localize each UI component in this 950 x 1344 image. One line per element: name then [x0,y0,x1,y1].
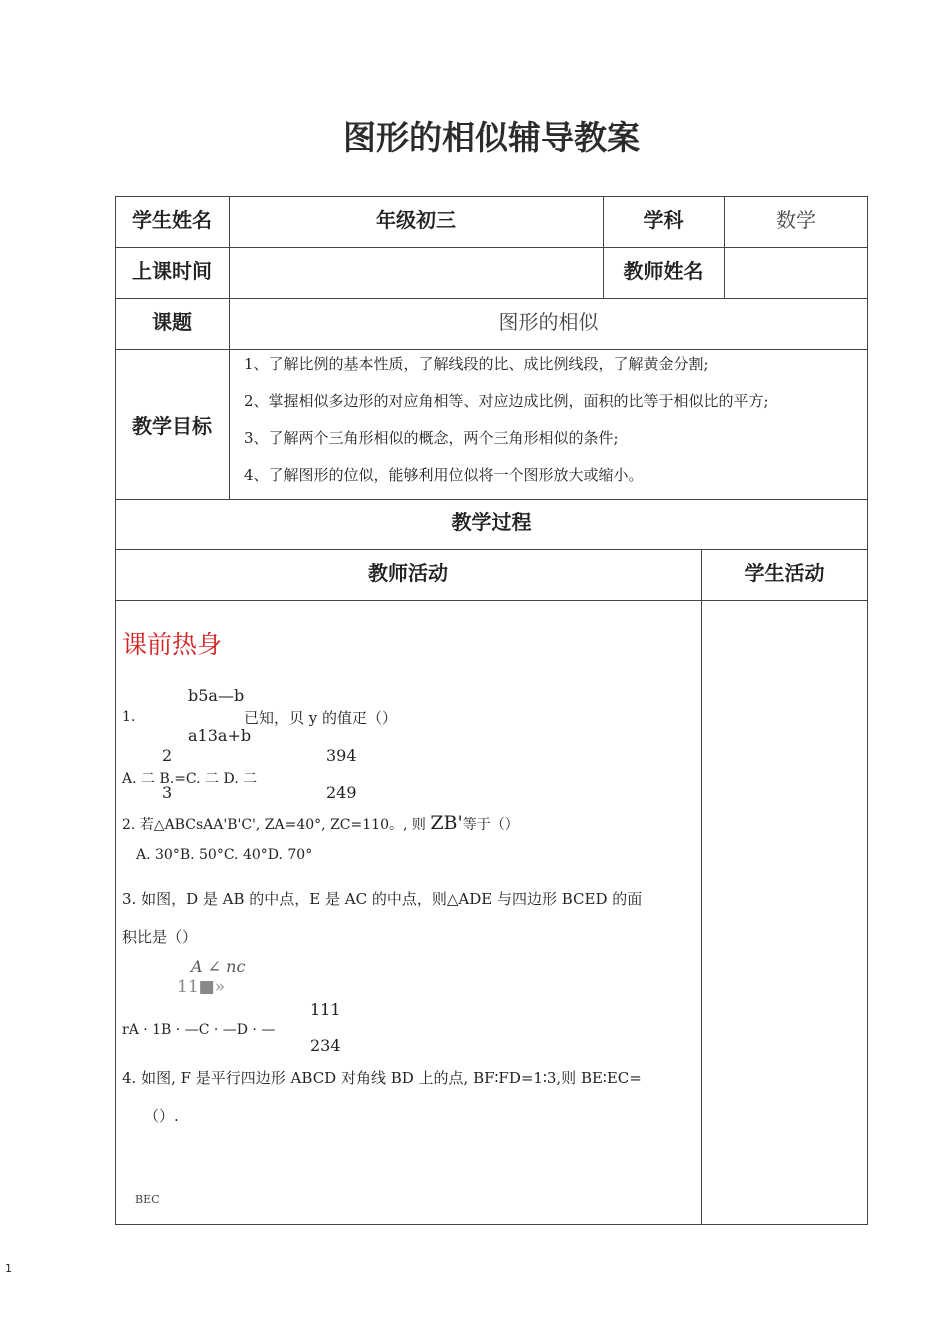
q3-line2: 积比是（） [122,928,198,946]
q3-option-denominators: 234 [310,1036,341,1055]
class-time-label: 上课时间 [132,258,212,283]
q3-figure-label: 11■» [177,977,226,997]
q2-stem-emphasis: ZB' [430,812,463,834]
subject-label: 学科 [643,207,684,232]
q2-options: A. 30°B. 50°C. 40°D. 70° [136,847,313,863]
q4-line2: （）. [144,1107,179,1125]
row-divider [115,600,868,601]
q1-option-numerators-a: 2 [162,746,173,765]
q4-figure-label: BEC [135,1193,160,1206]
warmup-heading: 课前热身 [122,630,223,659]
page-number: 1 [5,1262,12,1275]
student-name-label: 学生姓名 [132,207,212,232]
q3-option-numerators: 111 [310,1000,341,1019]
teacher-name-label: 教师姓名 [623,258,704,283]
document-title: 图形的相似辅导教案 [343,118,640,157]
q1-options: A. 二 B.=C. 二 D. 二 [122,771,258,787]
teacher-activity-heading: 教师活动 [368,560,448,585]
goal-item: 2、掌握相似多边形的对应角相等、对应边成比例，面积的比等于相似比的平方; [244,392,769,410]
q3-figure-label: A ∠ nc [191,957,246,976]
q4-line1: 4. 如图, F 是平行四边形 ABCD 对角线 BD 上的点, BF∶FD=1∶3,则 BE∶EC= [122,1069,642,1087]
q1-fraction-bottom: a13a+b [188,726,252,745]
grade-text: 年级初三 [376,207,456,232]
subject-value: 数学 [776,207,816,232]
student-activity-heading: 学生活动 [744,560,825,585]
q1-option-denominators-a: 3 [162,783,173,802]
q3-line1: 3. 如图，D 是 AB 的中点，E 是 AC 的中点，则△ADE 与四边形 BCED 的面 [122,890,643,908]
goal-item: 3、了解两个三角形相似的概念，两个三角形相似的条件; [244,429,619,447]
q1-stem: 已知，贝 y 的值疋（） [244,709,398,727]
process-heading: 教学过程 [451,509,532,534]
col-divider [229,196,230,499]
topic-value: 图形的相似 [498,309,599,334]
q1-number: 1. [122,709,136,725]
q2-stem-tail: 等于（） [462,817,519,833]
goal-item: 1、了解比例的基本性质，了解线段的比、成比例线段，了解黄金分割; [244,355,709,373]
q1-fraction-top: b5a—b [188,686,245,705]
q2-stem-text: 2. 若△ABCsAA'B'C', ZA=40°, ZC=110。, 则 [122,817,426,833]
q1-option-denominators-b: 249 [326,783,357,802]
grade-cell [229,196,603,240]
q3-options: rA · 1B · —C · —D · — [122,1022,276,1038]
col-divider [701,549,702,1225]
q1-option-numerators-b: 394 [326,746,357,765]
topic-label: 课题 [152,309,192,334]
goal-item: 4、了解图形的位似，能够利用位似将一个图形放大或缩小。 [244,466,644,484]
goals-label: 教学目标 [132,413,212,438]
q2-stem [122,812,519,834]
